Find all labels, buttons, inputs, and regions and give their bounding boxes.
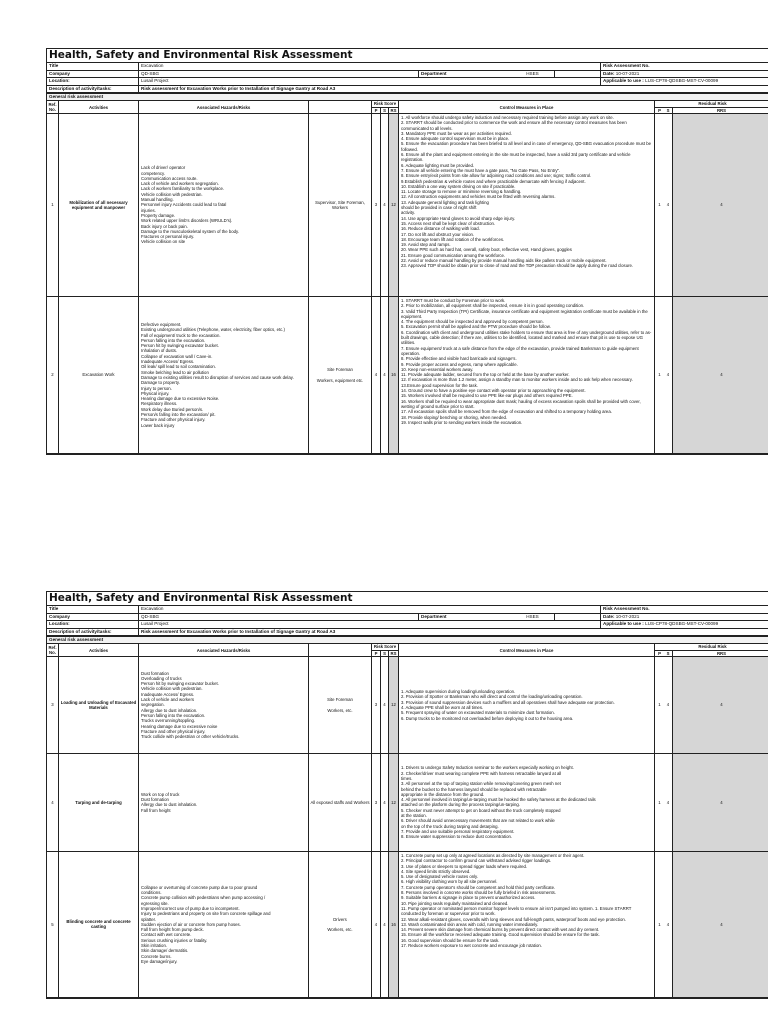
row-ref: 4 bbox=[47, 754, 59, 852]
row-p: 3 bbox=[372, 754, 381, 852]
header-s: S bbox=[381, 651, 389, 657]
ra-no-label: Risk Assessment No. bbox=[601, 63, 768, 71]
title-value: Excavation bbox=[139, 606, 601, 614]
header-risk-score: Risk Score bbox=[372, 101, 399, 107]
date-field: Date: 10-07-2021 bbox=[601, 71, 768, 79]
header-residual-s: S bbox=[664, 651, 673, 657]
row-rs: 16 bbox=[389, 852, 399, 998]
applicable-field: Applicable to use : LUS-CP78-QDSBG-MST-CV-00099 bbox=[601, 621, 768, 629]
company-label: Company bbox=[47, 614, 139, 622]
department-label: Department bbox=[419, 71, 509, 79]
header-risk-score: Risk Score bbox=[372, 644, 399, 650]
risk-table bbox=[47, 101, 768, 454]
row-residual-rrs: 4 bbox=[673, 657, 768, 754]
row-residual-rrs: 4 bbox=[673, 852, 768, 998]
row-residual-p: 1 bbox=[655, 114, 664, 297]
row-activity: Loading and Unloading of Excavated Materials bbox=[59, 657, 139, 754]
applicable-field: Applicable to use : LUS-CP78-QDSBG-MST-CV-00099 bbox=[601, 78, 768, 86]
header-hazards: Associated Hazards/Risks bbox=[139, 644, 309, 657]
risk-table bbox=[47, 644, 768, 998]
row-rs: 12 bbox=[389, 754, 399, 852]
description-value: Risk assessment for Excavation Works prior to Installation of Signage Gantry at Road A3 bbox=[139, 86, 768, 94]
general-risk-assessment-label: General risk assessment bbox=[47, 637, 768, 644]
row-controls: 1. Adequate supervision during loading/unloading operation. 2. Provision of Spotter or Banksman who will direct and control the loading/unloading operation. 3. Provision of sound suppression devices such a mufflers and all operatives shall have adequate ear protection. 4. Adequate PPE shall be worn at all times. 5. Frequent spraying of water on excavated materials to minimize dust formation. 6. Dump trucks to be monitored not overloaded before deploying it out to the housing area. bbox=[399, 657, 655, 754]
row-persons: Site Foreman Workers, equipment etc. bbox=[309, 297, 372, 454]
sheet-title: Health, Safety and Environmental Risk Assessment bbox=[47, 592, 768, 606]
department-value: HSES bbox=[509, 614, 555, 622]
row-rs: 12 bbox=[389, 114, 399, 297]
header-residual-s: S bbox=[664, 108, 673, 114]
header-ref: Ref. No. bbox=[47, 644, 59, 657]
row-p: 3 bbox=[372, 114, 381, 297]
row-residual-p: 1 bbox=[655, 754, 664, 852]
header-residual-rrs: RRS bbox=[673, 108, 768, 114]
header-residual-p: P bbox=[655, 651, 664, 657]
info-block bbox=[47, 606, 768, 637]
header-s: S bbox=[381, 108, 389, 114]
row-residual-rrs: 4 bbox=[673, 754, 768, 852]
header-persons bbox=[309, 644, 372, 657]
department-value: HSES bbox=[509, 71, 555, 79]
description-value: Risk assessment for Excavation Works prior to Installation of Signage Gantry at Road A3 bbox=[139, 629, 768, 637]
header-persons bbox=[309, 101, 372, 114]
row-s: 4 bbox=[381, 114, 389, 297]
row-controls: 1. Concrete pump set up only at agreed locations as directed by site management or their agent. 2. Principal contractor to confirm ground can withstand advised rigger loadings. 3. Use of plates or sleepers to spread rigger loads where required. 4. Site speed limits strictly observed. 5. Use of designated vehicle routes only. 6. High visibility clothing worn by all site personnel. 7. Concrete pump operator's should be competent and hold third party certificate. 8. Persons involved in concrete works should be fully briefed in risk assessments. 9. Suitable barriers & signage in place to prevent unauthorized access. 10. Pipe jointing seals regularly maintained and cleaned. 11. Pump operator or nominated person monitor hopper levels to ensure air isn't pumped into system. 1. Ensure STARRT conducted by foreman or supervisor prior to work. 12. Wear alkali-resistant gloves, coveralls with long sleeves and full-length pants, waterproof boots and eye protection. 13. Wash contaminated skin areas with cold, running water immediately. 14. Prevent severe skin damage from chemical burns by prevent direct contact with wet and dry cement. 15. Ensure all the workforce received adequate training. Good supervision should be ensure for the task. 16. Good supervision should be ensure for the task. 17. Reduce workers exposure to wet concrete and encourage job rotation. bbox=[399, 852, 655, 998]
row-controls: 1. All workforce should undergo safety induction and necessary required training before assign any work on site. 2. STARRT should be conducted prior to commence the work and ensure all the necessary control measures has been communicated to all levels. 3. Mandatory PPE must be wear as per activities required. 4. Ensure adequate control supervision must be in place. 5. Ensure the evacuation procedure has been briefed to all level and in case of emergency, QD-SBG evacuation procedure must be followed. 6. Ensure all the plant and equipment entering in the site must be inspected, have a valid 3rd party certificate and vehicle registration. 6. Adequate lighting must be provided. 7. Ensure all vehicle entering the must have a gate pass, "No Gate Pass, No Entry". 8. Ensure entry/exit points from site allow for adjoining road conditions and use; signs; traffic control. 9.Establish pedestrian & vehicle routes and where practicable demarcate with fencing if adjacent. 10. Establish a one way system driving on site if practicable. 11. Locate storage to remove or minimise reversing & handling. 12. All construction equipments and vehicles must be fitted with reversing alarms. 13. Adequate general lighting and task lighting should be provided in case of night shift activity. 14. Use appropriate Hand gloves to avoid sharp edge injury. 15. Access next shall be kept clear of obstruction. 16. Reduce distance of walking with load. 17. Do not lift and obstruct your vision. 18. Encourage team lift and rotation of the workforces. 19. Avoid step and ramps. 20. Wear PPE such as hard hat, overall, safety boot, reflective vest, Hand gloves, goggles 21. Ensure good communication among the workforce. 22. Avoid or reduce manual handling by provide manual handling aids like pallets truck or mobile equipment. 23. Approved TDP should be obtain prior to close of road and the TDP precaution should be apply during the road closure. bbox=[399, 114, 655, 297]
description-label: Description of activity/tasks: bbox=[47, 629, 139, 637]
header-hazards: Associated Hazards/Risks bbox=[139, 101, 309, 114]
header-activities: Activities bbox=[59, 101, 139, 114]
header-residual-risk: Residual Risk bbox=[655, 101, 768, 107]
row-persons: Drivers Workers, etc. bbox=[309, 852, 372, 998]
general-risk-assessment-label: General risk assessment bbox=[47, 94, 768, 101]
row-controls: 1. Drivers to undergo Safety Induction seminar to the workers especially working on height. 2. Checker/driver must wearing complete PPE with harness retractable lanyard at all times. 3. All personnel at the top of tarping station while removing/covering green mesh net behind the bucket to the harness lanyard should be replaced with retractable appropriate in the distance from the ground. 4. All personnel involved in tarping/un-tarping must be hooked the safety harness at the dedicated rails attached on the platform during the process tarping/un-tarping. 5. Checker must never attempt to get on board without the truck completely stopped at the station. 6. Driver should avoid unnecessary movements that are not related to work while on the top of the truck during tarping and detarping. 7. Provide and use suitable personal respiratory equipment. 8. Ensure water suppression to reduce dust concentration. bbox=[399, 754, 655, 852]
row-rs: 16 bbox=[389, 297, 399, 454]
row-residual-rrs: 4 bbox=[673, 297, 768, 454]
company-value: QD-SBG bbox=[139, 614, 419, 622]
row-p: 4 bbox=[372, 297, 381, 454]
row-activity: Excavation Work bbox=[59, 297, 139, 454]
row-p: 4 bbox=[372, 852, 381, 998]
header-residual-p: P bbox=[655, 108, 664, 114]
row-activity: Tarping and de-tarping bbox=[59, 754, 139, 852]
header-p: P bbox=[372, 108, 381, 114]
row-ref: 2 bbox=[47, 297, 59, 454]
title-value: Excavation bbox=[139, 63, 601, 71]
row-activity: Mobilization of all necessary equipment and manpower bbox=[59, 114, 139, 297]
location-label: Location: bbox=[47, 78, 139, 86]
row-hazards: Lack of driver/ operator competency. Communication access route. Lack of vehicle and workers segregation. Lack of workers familiarity to the workplace. Vehicle collision with pedestrian. Manual handling. Personnel injury Accidents could lead to fatal injuries. Property damage. Work related upper limb's disorders (WRULD's). Back injury or back pain. Damage to the musculoskeletal system of the body. Fractures or personal injury. Vehicle collision on site bbox=[139, 114, 309, 297]
row-residual-s: 4 bbox=[664, 297, 673, 454]
company-label: Company bbox=[47, 71, 139, 79]
row-rs: 12 bbox=[389, 657, 399, 754]
row-ref: 1 bbox=[47, 114, 59, 297]
header-p: P bbox=[372, 651, 381, 657]
description-label: Description of activity/tasks: bbox=[47, 86, 139, 94]
location-value: Lusail Project bbox=[139, 621, 601, 629]
row-residual-p: 1 bbox=[655, 852, 664, 998]
row-activity: Blinding concrete and concrete casting bbox=[59, 852, 139, 998]
header-residual-risk: Residual Risk bbox=[655, 644, 768, 650]
row-s: 4 bbox=[381, 657, 389, 754]
row-persons: Supervisor, Site Foreman, Workers bbox=[309, 114, 372, 297]
row-hazards: Collapse or overturning of concrete pump due to poor ground conditions. Concrete pump collision with pedestrians when pump accessing / egressing site. Improper/incorrect use of pump due to incompetent. Injury to pedestrians and property on site from concrete spillage and splatter. Sudden ejection of air or concrete from pump hoses. Fall from height from pump deck. Contact with wet concrete. Serious crushing injuries or fatality. Skin irritation. Skin damage/ dermatitis. Concrete burns. Eye damage/injury. bbox=[139, 852, 309, 998]
header-controls: Control Measures in Place bbox=[399, 101, 655, 114]
header-rs: RS bbox=[389, 651, 399, 657]
date-field: Date: 10-07-2021 bbox=[601, 614, 768, 622]
row-hazards: Defective equipment. Existing underground utilities (Telephone, water, electricity, fiber optics, etc.) Fall of equipment/ truck to the excavation. Person falling into the excavation. Person hit by swinging excavator bucket. Inhalation of dusts. Collapse of excavation wall / Cave-in. Inadequate Access/ Egress. Oil leak/ spill lead to soil contamination. Smoke belching lead to air pollution Damage to existing utilities result to disruption of services and cause work delay. Damage to property. Injury to person. Physical injury. Hearing damage due to excessive Noise. Respiratory illness. Work delay due Buried person/s. Person/s falling into the excavation/ pit. Fracture and other physical injury. Lower back injury bbox=[139, 297, 309, 454]
row-residual-p: 1 bbox=[655, 657, 664, 754]
row-s: 4 bbox=[381, 297, 389, 454]
row-hazards: Dust formation Overloading of trucks Person hit by swinging excavator bucket. Vehicle collision with pedestrian. Inadequate Access/ Egress. Lack of vehicle and workers segregation. Allergy due to dust inhalation. Person falling into the excavation. Trucks overrunning/toppling. Hearing damage due to excessive noise Fracture and other physical injury. Truck collide with pedestrian or other vehicle/trucks. bbox=[139, 657, 309, 754]
risk-assessment-sheet-2 bbox=[46, 591, 768, 999]
department-label: Department bbox=[419, 614, 509, 622]
row-s: 4 bbox=[381, 754, 389, 852]
info-block bbox=[47, 63, 768, 94]
header-activities: Activities bbox=[59, 644, 139, 657]
location-label: Location: bbox=[47, 621, 139, 629]
row-residual-s: 4 bbox=[664, 852, 673, 998]
risk-assessment-sheet-1 bbox=[46, 48, 768, 455]
row-ref: 3 bbox=[47, 657, 59, 754]
row-controls: 1. STARRT must be conduct by Foreman prior to work. 2. Prior to mobilization, all equipment shall be inspected, ensure it is in good operating condition. 3. Valid Third Party Inspection (TPI) Certificate, insurance certificate and equipment registration certificate must be available in the equipment. 4. The equipment should be inspected and approved by competent person. 5. Excavation permit shall be applied and the PTW procedure should be follow. 6. Coordination with client and underground utilities stake holders to ensure that area is free of any underground utilities, refer to as-built drawings, cable detection; if there are, utilities to be identified, located and marked and ensure that pit is use to expose UG utilities. 7. Ensure equipment/ truck at a safe distance from the edge of the excavation, provide trained Banksman to guide equipment operation. 8. Provide effective and visible hard barricade and signage's. 9. Provide proper access and egress, ramp where applicable. 10. Keep non-essential workers away. 11. Provide adequate ladder, secured from the top or held at the base by another worker. 12. If excavation is more than 1.2 meter, assign a standby man to monitor workers inside and to ask help when necessary. 13.Ensure good supervision for the task. 14. Ground crew to have a positive eye contact with operator prior to approaching the equipment. 15. Workers involved shall be required to use PPE like ear plugs and others required PPE. 16. Workers shall be required to wear appropriate dust mask; hauling of excess excavation spoils shall be provided with cover, wetting of ground surface prior to start. 17. All excavation spoils shall be removed from the edge of excavation and shifted to a temporary holding area. 18. Provide sloping/ benching or shoring, when needed. 19. Inspect walls prior to sending workers inside the excavation. bbox=[399, 297, 655, 454]
header-ref: Ref. No. bbox=[47, 101, 59, 114]
row-ref: 5 bbox=[47, 852, 59, 998]
company-value: QD-SBG bbox=[139, 71, 419, 79]
row-residual-s: 4 bbox=[664, 114, 673, 297]
header-residual-rrs: RRS bbox=[673, 651, 768, 657]
row-s: 4 bbox=[381, 852, 389, 998]
row-residual-p: 1 bbox=[655, 297, 664, 454]
title-label: Title bbox=[47, 63, 139, 71]
sheet-title: Health, Safety and Environmental Risk Assessment bbox=[47, 49, 768, 63]
row-hazards: Work on top of truck Dust formation Allergy due to dust inhalation. Fall from height bbox=[139, 754, 309, 852]
title-label: Title bbox=[47, 606, 139, 614]
row-residual-s: 4 bbox=[664, 657, 673, 754]
row-p: 3 bbox=[372, 657, 381, 754]
header-controls: Control Measures in Place bbox=[399, 644, 655, 657]
location-value: Lusail Project bbox=[139, 78, 601, 86]
header-rs: RS bbox=[389, 108, 399, 114]
ra-no-label: Risk Assessment No. bbox=[601, 606, 768, 614]
row-residual-rrs: 4 bbox=[673, 114, 768, 297]
row-persons: Site Foreman Workers, etc. bbox=[309, 657, 372, 754]
row-residual-s: 4 bbox=[664, 754, 673, 852]
row-persons: All exposed staffs and Workers bbox=[309, 754, 372, 852]
